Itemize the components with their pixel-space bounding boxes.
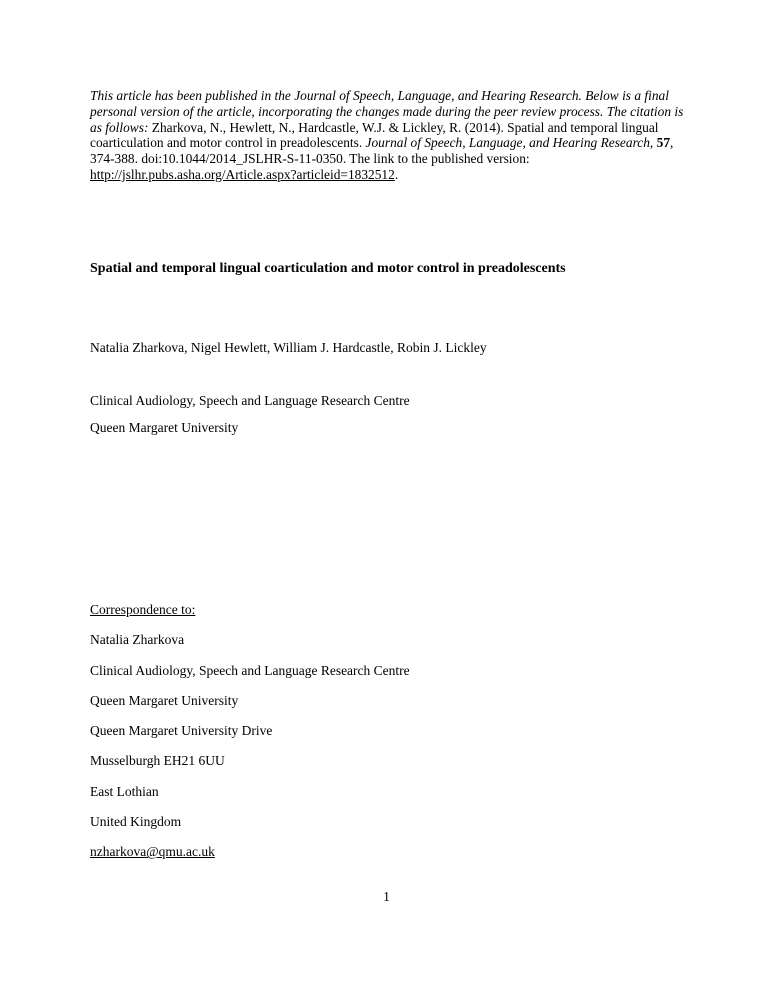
published-version-link[interactable]: http://jslhr.pubs.asha.org/Article.aspx?articleid=1832512 xyxy=(90,166,395,182)
correspondence-email-line xyxy=(90,844,730,860)
note-citation-text: Zharkova, N., Hewlett, N., Hardcastle, W.J. & Lickley, R. (2014). Spatial and temporal lingual coarticulation and motor control in preadolescents. xyxy=(90,119,659,151)
correspondence-street: Queen Margaret University Drive xyxy=(90,723,273,739)
correspondence-centre: Clinical Audiology, Speech and Language Research Centre xyxy=(90,662,410,678)
affiliation-block xyxy=(90,393,730,447)
authors-line: Natalia Zharkova, Nigel Hewlett, William J. Hardcastle, Robin J. Lickley xyxy=(90,340,487,355)
correspondence-name: Natalia Zharkova xyxy=(90,632,185,648)
article-title: Spatial and temporal lingual coarticulation and motor control in preadolescents xyxy=(90,261,566,276)
correspondence-email-link[interactable]: nzharkova@qmu.ac.uk xyxy=(90,844,215,860)
correspondence-county: East Lothian xyxy=(90,783,159,799)
note-closing-period: . xyxy=(394,166,399,182)
page-number: 1 xyxy=(383,889,390,904)
correspondence-city-postcode: Musselburgh EH21 6UU xyxy=(90,753,225,769)
note-separator: , xyxy=(649,135,657,151)
correspondence-country: United Kingdom xyxy=(90,814,182,830)
note-pages-doi: , 374-388. doi:10.1044/2014_JSLHR-S-11-0350. The link to the published version: xyxy=(90,135,674,166)
volume-number: 57 xyxy=(656,135,671,151)
note-intro-italic: This article has been published in the Journal of Speech, Language, and Hearing Research. Below is a final personal version of the article, incorporating the changes made during the peer review process. The citation is as follows: xyxy=(90,88,684,135)
publication-note xyxy=(90,88,691,183)
affiliation-university: Queen Margaret University xyxy=(90,420,239,436)
correspondence-heading: Correspondence to: xyxy=(90,602,196,617)
correspondence-block xyxy=(90,602,730,875)
journal-name-italic: Journal of Speech, Language, and Hearing Research xyxy=(365,135,650,151)
correspondence-university: Queen Margaret University xyxy=(90,692,239,708)
affiliation-centre: Clinical Audiology, Speech and Language Research Centre xyxy=(90,393,410,408)
